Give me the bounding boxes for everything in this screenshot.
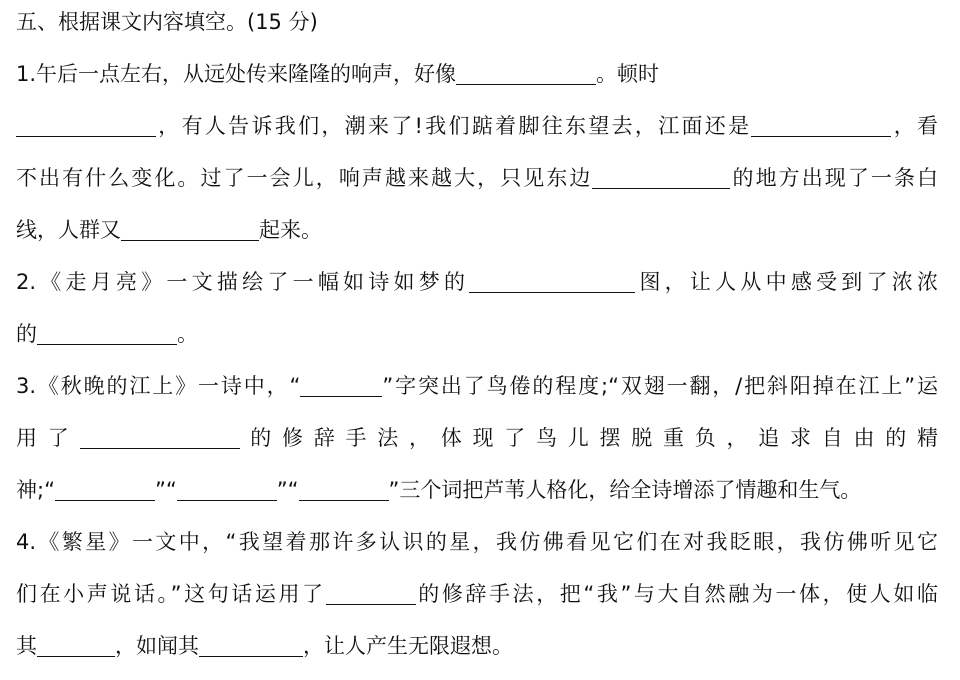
text-segment: 不出有什么变化。过了一会儿，响声越来越大，只见东边 [16, 166, 593, 190]
text-segment: 3.《秋晚的江上》一诗中，“ [16, 374, 301, 398]
text-segment: 神;“ [16, 478, 55, 502]
question-2-line-2 [16, 316, 198, 352]
question-4-line-3 [16, 628, 513, 664]
text-segment: 的地方出现了一条白 [730, 166, 938, 190]
fill-blank-9[interactable] [80, 424, 240, 449]
text-segment: 。 [177, 322, 198, 346]
text-segment: ，有人告诉我们，潮来了!我们踮着脚往东望去，江面还是 [156, 114, 752, 138]
fill-blank-5[interactable] [121, 216, 259, 241]
text-segment: 的 [16, 322, 37, 346]
text-segment: 线，人群又 [16, 218, 121, 242]
fill-blank-10[interactable] [55, 476, 155, 501]
text-segment: ”字突出了鸟倦的程度;“双翅一翻，/把斜阳掉在江上”运 [382, 374, 938, 398]
question-3-line-3 [16, 472, 861, 508]
text-segment: 。顿时 [596, 62, 660, 86]
fill-blank-15[interactable] [199, 632, 303, 657]
text-segment: 的修辞手法，把“我”与大自然融为一体，使人如临 [415, 582, 938, 606]
question-1-line-2 [16, 108, 938, 144]
fill-blank-14[interactable] [37, 632, 115, 657]
text-segment: 4.《繁星》一文中，“我望着那许多认识的星，我仿佛看见它们在对我眨眼，我仿佛听见它 [16, 530, 938, 554]
fill-blank-4[interactable] [592, 164, 730, 189]
question-2-line-1 [16, 264, 938, 300]
fill-blank-3[interactable] [751, 112, 891, 137]
text-segment: 图，让人从中感受到了浓浓 [635, 270, 938, 294]
question-1-line-4 [16, 212, 322, 248]
section-title: 五、根据课文内容填空。(15 分) [16, 10, 318, 34]
fill-blank-6[interactable] [469, 268, 635, 293]
text-segment: ”三个词把芦苇人格化，给全诗增添了情趣和生气。 [388, 478, 862, 502]
fill-blank-11[interactable] [177, 476, 277, 501]
text-segment: ”“ [276, 478, 299, 502]
text-segment: 1.午后一点左右，从远处传来隆隆的响声，好像 [16, 62, 457, 86]
fill-blank-7[interactable] [37, 320, 177, 345]
text-segment: ，看 [891, 114, 938, 138]
fill-blank-8[interactable] [300, 372, 382, 397]
question-1-line-3 [16, 160, 938, 196]
fill-blank-13[interactable] [326, 580, 416, 605]
text-segment: ，让人产生无限遐想。 [303, 634, 513, 658]
question-3-line-1 [16, 368, 938, 404]
fill-blank-2[interactable] [16, 112, 156, 137]
text-segment: 2.《走月亮》一文描绘了一幅如诗如梦的 [16, 270, 470, 294]
question-3-line-2 [16, 420, 938, 456]
question-4-line-2 [16, 576, 938, 612]
text-segment: ”“ [154, 478, 177, 502]
text-segment: 用了 [16, 426, 80, 450]
question-1-line-1 [16, 56, 659, 92]
fill-blank-1[interactable] [456, 60, 596, 85]
question-4-line-1 [16, 524, 938, 560]
text-segment: 的修辞手法，体现了鸟儿摆脱重负，追求自由的精 [239, 426, 938, 450]
text-segment: 其 [16, 634, 37, 658]
text-segment: 起来。 [259, 218, 322, 242]
fill-blank-12[interactable] [299, 476, 389, 501]
text-segment: ，如闻其 [115, 634, 199, 658]
text-segment: 们在小声说话。”这句话运用了 [16, 582, 326, 606]
